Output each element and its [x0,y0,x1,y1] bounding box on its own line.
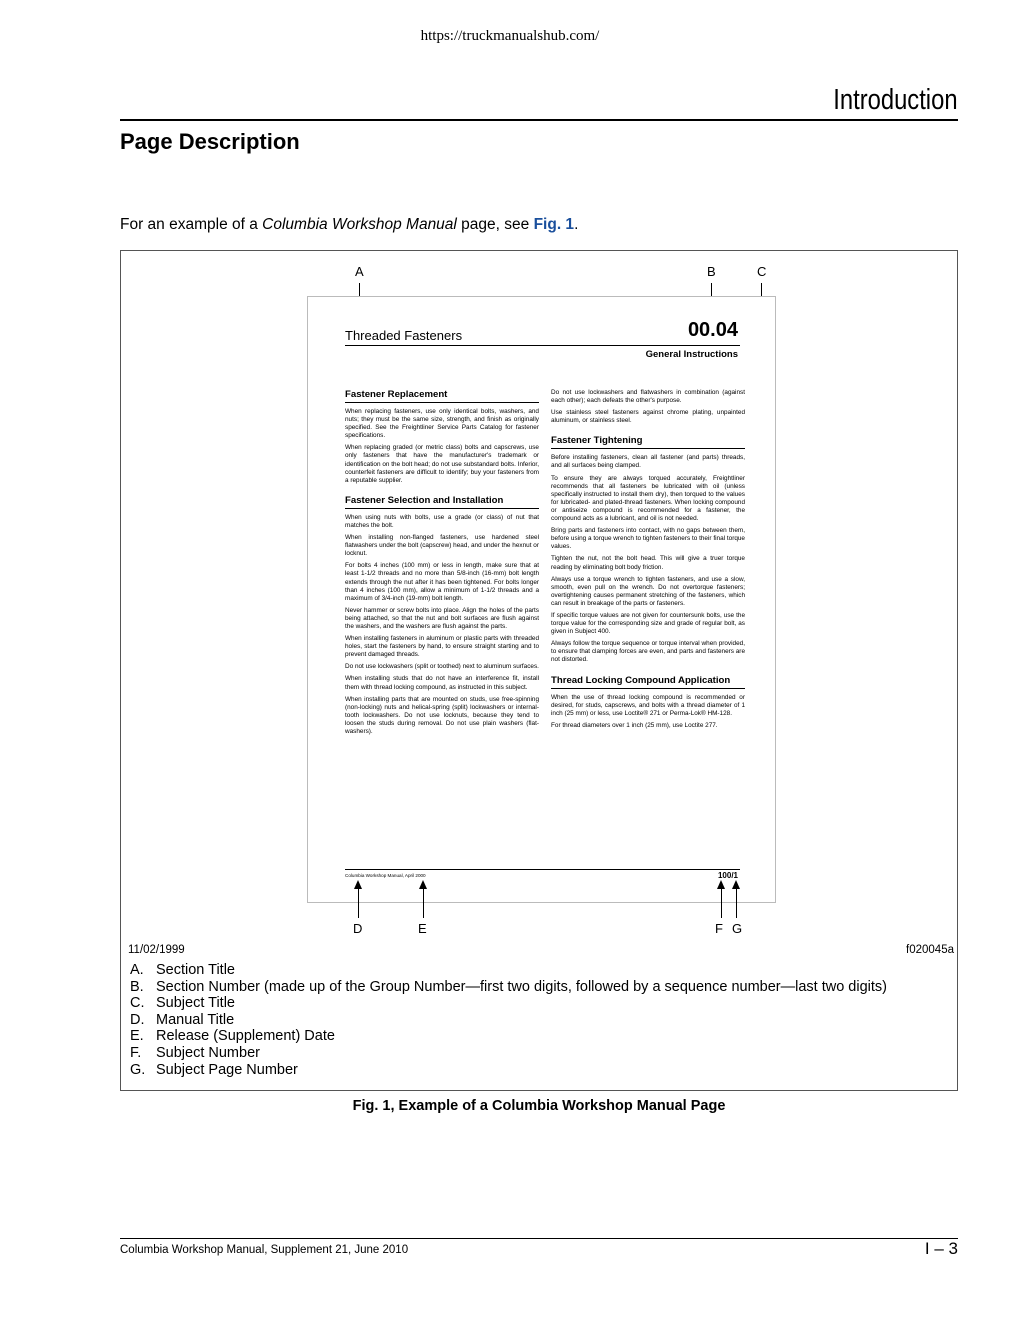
sample-paragraph: Bring parts and fasteners into contact, with no gaps between them, before using a torque wrench to tighten fasteners to their final torque values. [551,527,745,551]
callout-d: D [353,921,363,936]
legend-text: Manual Title [156,1011,235,1028]
sample-paragraph: Do not use lockwashers and flatwashers in combination (against each other); each defeats the other's purpose. [551,389,745,405]
sample-section-number: 00.04 [687,319,738,341]
source-url: https://truckmanualshub.com/ [420,28,600,44]
sample-paragraph: When installing non-flanged fasteners, use hardened steel flatwashers under the bolt (capscrew) head, and under the hexnut or locknut. [345,534,539,558]
intro-paragraph [120,216,578,234]
sample-paragraph: Do not use lockwashers (split or toothed) next to aluminum surfaces. [345,663,539,671]
sample-paragraph: Never hammer or screw bolts into place. Align the holes of the parts being attached, so that the nut and bolt surfaces are flush against the washers, and the washers are flush against the parts. [345,606,539,630]
sample-page-title: Threaded Fasteners [345,328,463,343]
sample-paragraph: To ensure they are always torqued accurately, Freightliner recommends that all fasteners be lubricated with oil (unless specifically instructed to install them dry), then torqued to the values for lubricated- and plated-thread fasteners. When locking compound or antiseize compound is recommended for a fastener, the compound acts as a lubricant, and oil is not needed. [551,474,745,523]
sample-paragraph: When replacing fasteners, use only identical bolts, washers, and nuts; they must be the same size, strength, and finish as originally specified. See the Freightliner Service Parts Catalog for fastener specifications. [345,408,539,440]
legend-item [130,1028,887,1045]
sample-paragraph: Before installing fasteners, clean all fastener (and parts) threads, and all surfaces being clamped. [551,454,745,470]
sample-footer-rule [345,869,740,870]
legend-text: Section Number (made up of the Group Number—first two digits, followed by a sequence number—last two digits) [156,978,887,995]
sample-manual-title: Columbia Workshop Manual, April 2000 [345,873,426,878]
arrow-g-line [736,888,737,918]
legend-key: B. [130,978,144,995]
sample-title-rule [345,345,740,346]
sample-paragraph: When installing studs that do not have an interference fit, install them with thread locking compound, as instructed in this subject. [345,675,539,691]
callout-c: C [757,264,767,279]
sample-left-column [345,389,539,740]
legend-item [130,962,887,979]
legend-item [130,1062,887,1079]
callout-f: F [715,921,723,936]
legend-key: D. [130,1011,145,1028]
sample-page-number: 100/1 [717,871,738,880]
section-title: Introduction [833,84,958,116]
sample-subject-title: General Instructions [645,349,738,360]
sample-paragraph: When installing parts that are mounted on studs, use free-spinning (non-locking) nuts and helical-spring (split) lockwashers or internal-tooth lockwashers. Do not use locknuts, because they tend to loosen the studs during removal. Do not use plain washers (flat-washers). [345,695,539,735]
figure-link[interactable]: Fig. 1 [533,216,575,233]
sample-page [307,296,776,903]
sample-paragraph: When the use of thread locking compound is recommended or desired, for studs, capscrews, and bolts with a thread diameter of 1 inch (25 mm) or less, use Loctite® 271 or Perma-Lok® HM-128. [551,693,745,717]
sample-paragraph: Always use a torque wrench to tighten fasteners, and use a slow, smooth, even pull on the wrench. Do not overtorque fasteners; overtightening causes permanent stretching of the fasteners, which can result in breakage of the parts or fasteners. [551,575,745,607]
arrow-d-line [358,888,359,918]
footer-rule [120,1238,958,1239]
sample-right-column [551,389,745,734]
footer-manual-title: Columbia Workshop Manual, Supplement 21, June 2010 [120,1244,409,1256]
sample-paragraph: If specific torque values are not given for countersunk bolts, use the torque value for the corresponding size and grade of regular bolt, as given in Subject 400. [551,611,745,636]
legend-text: Subject Number [156,1044,260,1061]
sample-paragraph: Use stainless steel fasteners against chrome plating, unpainted aluminum, or stainless steel. [551,409,745,425]
legend-item [130,995,887,1012]
arrow-e-line [423,888,424,918]
legend-key: A. [130,962,144,978]
figure-caption: Fig. 1, Example of a Columbia Workshop Manual Page [352,1098,726,1114]
sample-heading: Fastener Replacement [345,389,539,403]
legend-item [130,1045,887,1062]
legend-key: E. [130,1028,144,1045]
legend-item [130,979,887,996]
header-rule [120,119,958,121]
legend-key: G. [130,1061,146,1078]
sample-heading: Thread Locking Compound Application [551,675,745,689]
arrow-f-line [721,888,722,918]
callout-b: B [707,264,716,279]
figure-date: 11/02/1999 [128,944,185,956]
intro-manual-name: Columbia Workshop Manual [262,216,457,233]
figure-legend [130,962,887,1078]
figure-id: f020045a [906,944,954,956]
sample-heading: Fastener Selection and Installation [345,495,539,509]
legend-key: C. [130,995,145,1012]
footer-page-number: I – 3 [924,1239,958,1258]
callout-g: G [732,921,743,936]
sample-paragraph: For bolts 4 inches (100 mm) or less in length, make sure that at least 1-1/2 threads and no more than 5/8-inch (16-mm) bolt length extends through the nut after it has been tightened. For bolts longer than 4 inches (100 mm), allow a minimum of 1-1/2 threads and a maximum of 3/4-inch (19-mm) bolt length. [345,562,539,602]
sample-paragraph: Always follow the torque sequence or torque interval when provided, to ensure that clamping forces are even, and parts and fasteners are not distorted. [551,640,745,664]
sample-paragraph: Tighten the nut, not the bolt head. This will give a truer torque reading by eliminating bolt body friction. [551,555,745,571]
sample-paragraph: When replacing graded (or metric class) bolts and capscrews, use only fasteners that have the manufacturer's trademark or identification on the bolt head; do not use substandard bolts. Inferior, counterfeit fasteners are difficult to identify; buy your fasteners from a reputable supplier. [345,444,539,484]
intro-prefix: For an example of a [120,216,263,233]
legend-text: Subject Page Number [156,1061,298,1078]
legend-item [130,1012,887,1029]
sample-paragraph: For thread diameters over 1 inch (25 mm), use Loctite 277. [551,721,718,729]
sample-paragraph: When installing fasteners in aluminum or plastic parts with threaded holes, start the fasteners by hand, to ensure straight starting and to prevent damaged threads. [345,635,539,659]
intro-suffix: . [574,216,579,233]
legend-text: Section Title [156,962,235,978]
intro-middle: page, see [456,216,534,233]
page-heading: Page Description [120,129,300,154]
callout-a: A [355,264,364,279]
legend-key: F. [130,1044,142,1061]
legend-text: Release (Supplement) Date [156,1028,335,1045]
legend-text: Subject Title [156,995,235,1012]
sample-paragraph: When using nuts with bolts, use a grade (or class) of nut that matches the bolt. [345,513,539,529]
sample-heading: Fastener Tightening [551,435,745,449]
callout-e: E [418,921,427,936]
